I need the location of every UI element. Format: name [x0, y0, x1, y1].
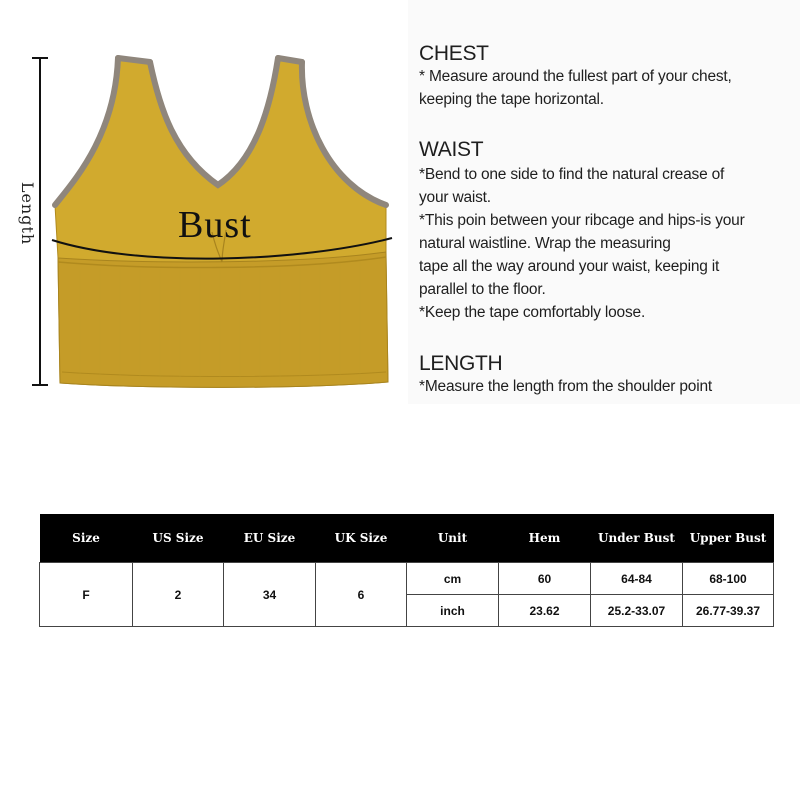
header-unit: Unit: [407, 514, 499, 563]
cell-unit: inch: [407, 595, 499, 627]
chest-line: keeping the tape horizontal.: [419, 91, 604, 108]
waist-line: natural waistline. Wrap the measuring: [419, 235, 671, 252]
measurement-guide: [408, 0, 800, 404]
length-line: *Measure the length from the shoulder point: [419, 378, 712, 395]
waist-line: *This poin between your ribcage and hips-is your: [419, 212, 745, 229]
waist-line: *Bend to one side to find the natural crease of: [419, 166, 725, 183]
chest-line: * Measure around the fullest part of your chest,: [419, 68, 732, 85]
length-title: LENGTH: [419, 352, 503, 375]
cell-upper-bust: 68-100: [683, 563, 774, 595]
size-chart-table: [39, 514, 774, 627]
waist-line: your waist.: [419, 189, 491, 206]
waist-line: parallel to the floor.: [419, 281, 546, 298]
header-upper-bust: Upper Bust: [683, 514, 774, 563]
cell-uk-size: 6: [316, 563, 407, 627]
header-us-size: US Size: [133, 514, 224, 563]
cell-us-size: 2: [133, 563, 224, 627]
bust-label: Bust: [178, 204, 252, 246]
chest-title: CHEST: [419, 42, 489, 65]
waist-line: *Keep the tape comfortably loose.: [419, 304, 646, 321]
header-size: Size: [40, 514, 133, 563]
waist-title: WAIST: [419, 138, 484, 161]
cell-eu-size: 34: [224, 563, 316, 627]
waist-line: tape all the way around your waist, keeping it: [419, 258, 720, 275]
header-uk-size: UK Size: [316, 514, 407, 563]
cell-unit: cm: [407, 563, 499, 595]
header-eu-size: EU Size: [224, 514, 316, 563]
table-header-row: [40, 514, 774, 563]
cell-hem: 23.62: [499, 595, 591, 627]
cell-under-bust: 25.2-33.07: [591, 595, 683, 627]
cell-hem: 60: [499, 563, 591, 595]
length-label: [18, 168, 38, 258]
length-label-text: Length: [18, 181, 38, 245]
sports-bra-illustration: [0, 0, 410, 400]
cell-size: F: [40, 563, 133, 627]
cell-upper-bust: 26.77-39.37: [683, 595, 774, 627]
garment-diagram: [0, 0, 410, 400]
header-hem: Hem: [499, 514, 591, 563]
header-under-bust: Under Bust: [591, 514, 683, 563]
cell-under-bust: 64-84: [591, 563, 683, 595]
table-row: [40, 563, 774, 595]
